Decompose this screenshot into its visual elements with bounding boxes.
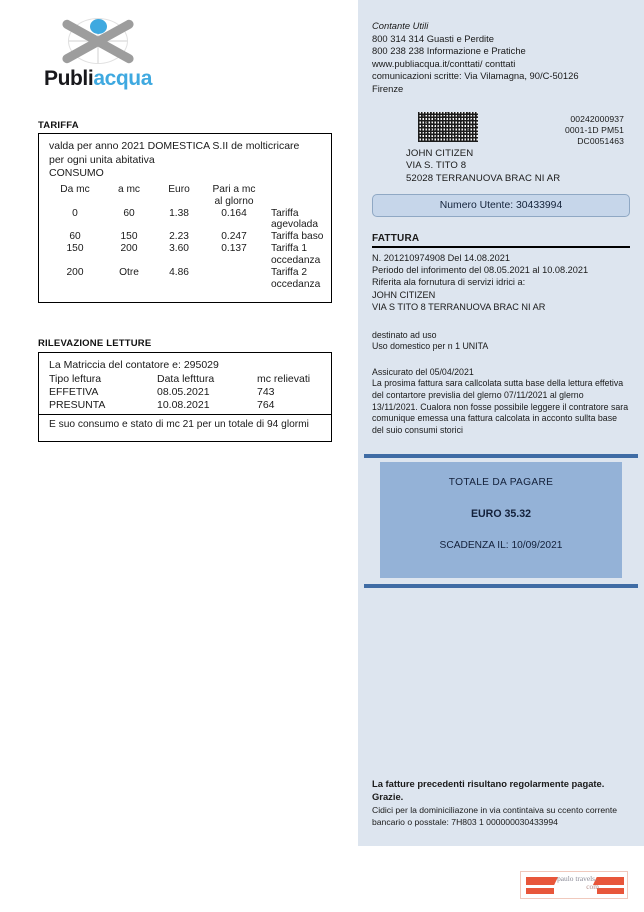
recipient-name: JOHN CITIZEN <box>406 147 474 159</box>
recipient-address <box>406 148 560 186</box>
tariffa-header-desc <box>265 184 331 196</box>
totale-amount: EURO 35.32 <box>470 508 532 521</box>
addressing-block <box>372 112 630 192</box>
previous-invoices-notice: La fatture precedenti risultano regolarmente pagate. Grazie. <box>372 778 605 802</box>
tariffa-cell-euro: 4.86 <box>169 267 189 278</box>
tariffa-cell-desc: Tariffa 1 <box>271 243 308 254</box>
closing-block <box>372 778 630 828</box>
tariffa-cell-da-mc: 0 <box>72 208 78 219</box>
consumption-summary-line: E suo consumo e stato di mc 21 per un totale di 94 glormi <box>49 419 309 430</box>
rilevazione-cell-data: 08.05.2021 <box>157 385 210 398</box>
brand-wordmark <box>38 67 158 91</box>
tariffa-cell-empty <box>203 279 265 291</box>
logo-bar-bottom-left <box>526 888 554 894</box>
logo-bar-bottom-right <box>597 888 624 894</box>
tariffa-cell-da-mc: 150 <box>66 243 84 254</box>
tariffa-cell-a-mc: 60 <box>123 208 135 219</box>
logo-text-line2: travels. <box>575 874 597 883</box>
tariffa-cell-empty <box>39 255 103 267</box>
paulo-travels-logo-icon <box>521 872 627 898</box>
totale-due-date: SCADENZA IL: 10/09/2021 <box>439 540 563 552</box>
tariffa-intro-line-3: CONSUMO <box>49 167 104 179</box>
tariffa-header-a-mc: a mc <box>117 184 141 195</box>
rilevazione-cell-mc: 743 <box>257 385 275 398</box>
tariffa-header-pari-a-mc-sub: al glorno <box>214 196 254 207</box>
rilevazione-table <box>39 372 331 411</box>
tariffa-cell-desc-cont: occedanza <box>271 255 321 266</box>
logo-bar-top-left <box>526 877 558 885</box>
rilevazione-cell-tipo: PRESUNTA <box>49 398 106 411</box>
tariffa-cell-pari <box>203 267 265 279</box>
tariffa-cell-a-mc: Otre <box>119 267 139 278</box>
tariffa-intro-line-1: valda per anno 2021 DOMESTICA S.II de molticricare <box>49 140 300 152</box>
code-line-1: 00242000937 <box>570 113 624 124</box>
next-reading-notice <box>372 367 630 437</box>
right-panel <box>358 0 644 846</box>
tariffa-cell-empty <box>103 279 155 291</box>
table-row-continuation <box>39 279 331 291</box>
tariffa-cell-euro: 2.23 <box>169 231 189 242</box>
rilevazione-header-tipo: Tipo leftura <box>49 372 102 385</box>
rilevazione-section-label: RILEVAZIONE LETTURE <box>38 338 152 349</box>
fattura-service-line: Riferita ala fornutura di servizi idrici a: <box>372 277 526 288</box>
publiacqua-logo <box>38 16 158 88</box>
brand-wordmark-part2: acqua <box>93 67 153 90</box>
customer-number-badge: Numero Utente: 30433994 <box>372 194 630 217</box>
tariffa-header-euro-sub <box>155 196 203 208</box>
fattura-customer-name: JOHN CITIZEN <box>372 289 436 300</box>
fattura-period-line: Periodo del inforimento del 08.05.2021 al 10.08.2021 <box>372 264 589 275</box>
totale-da-pagare-box <box>380 462 622 578</box>
next-reading-paragraph: La prosima fattura sara callcolata sutta base della lettura effetiva del contartore previslia del glerno 07/11/2021 al glerno 13/11/2021. Cualora non fosse possibile leggere il contratore sara comunique emessa una fattura calcolata in acconto sullta base del suio consumi storici <box>372 378 629 435</box>
tariffa-cell-pari: 0.247 <box>221 231 247 242</box>
meter-serial-line: La Matriccia del contatore e: 295029 <box>49 359 219 371</box>
table-row <box>39 385 331 398</box>
tariffa-cell-empty <box>39 279 103 291</box>
datamatrix-barcode-icon <box>418 112 478 142</box>
rilevazione-header-row <box>39 372 331 385</box>
tariffa-cell-a-mc: 200 <box>120 243 138 254</box>
tariffa-table <box>39 184 331 291</box>
totale-title: TOTALE DA PAGARE <box>448 477 554 489</box>
logo-text-line3: com <box>586 881 599 891</box>
table-row <box>39 208 331 231</box>
tariffa-cell-desc-cont: occedanza <box>271 279 321 290</box>
tariffa-cell-euro: 1.38 <box>169 208 189 219</box>
rilevazione-box <box>38 352 332 442</box>
table-row <box>39 243 331 255</box>
code-line-2: 0001-1D PM51 <box>564 124 624 135</box>
tariffa-cell-desc: Tariffa agevolada <box>271 208 319 230</box>
logo-text-line1: paulo <box>557 874 574 883</box>
tariffa-box <box>38 133 332 303</box>
direct-debit-note: Cidici per la dominiciliazone in via contintaiva su ccento corrente bancario o posstale: 7H803 1 000000030433994 <box>372 805 618 827</box>
fattura-details <box>372 252 630 314</box>
tariffa-cell-da-mc: 200 <box>66 267 84 278</box>
tariffa-cell-da-mc: 60 <box>69 231 81 242</box>
fattura-customer-address: VIA S TITO 8 TERRANUOVA BRAC NI AR <box>372 302 546 313</box>
table-row-continuation <box>39 255 331 267</box>
recipient-city: 52028 TERRANUOVA BRAC NI AR <box>406 173 561 185</box>
tariffa-cell-empty <box>203 255 265 267</box>
brand-wordmark-part1: Publi <box>43 67 94 90</box>
paulo-travels-logo-text <box>555 875 599 890</box>
usage-value: Uso domestico per n 1 UNITA <box>372 341 489 352</box>
fattura-number-line: N. 201210974908 Del 14.08.2021 <box>372 252 510 263</box>
table-row <box>39 231 331 243</box>
tariffa-cell-pari: 0.164 <box>221 208 247 219</box>
contacts-block <box>372 0 630 96</box>
contacts-line-city: Firenze <box>372 82 404 94</box>
tariffa-cell-empty <box>103 255 155 267</box>
totale-rule-top <box>364 454 638 458</box>
table-row <box>39 398 331 411</box>
code-line-3: DC0051463 <box>577 136 624 147</box>
rilevazione-cell-tipo: EFFETIVA <box>49 385 99 398</box>
tariffa-header-euro: Euro <box>168 184 190 195</box>
tariffa-cell-a-mc: 150 <box>120 231 138 242</box>
contacts-line-info: 800 238 238 Informazione e Pratiche <box>372 45 526 57</box>
tariffa-header-a-mc-sub <box>103 196 155 208</box>
table-row <box>39 267 331 279</box>
rilevazione-cell-mc: 764 <box>257 398 275 411</box>
tariffa-header-da-mc: Da mc <box>60 184 90 195</box>
tariffa-header-row <box>39 184 331 196</box>
tariffa-intro-line-2: per ogni unita abitativa <box>49 153 155 166</box>
tariffa-header-subrow <box>39 196 331 208</box>
tariffa-cell-desc: Tariffa 2 <box>271 267 308 278</box>
contacts-line-address: comunicazioni scritte: Via Vilamagna, 90/C-50126 <box>372 70 579 82</box>
tariffa-header-desc-sub <box>265 196 331 208</box>
totale-rule-bottom <box>364 584 638 588</box>
rilevazione-cell-data: 10.08.2021 <box>157 398 210 411</box>
tariffa-cell-empty <box>155 255 203 267</box>
usage-label: destinato ad uso <box>372 329 437 340</box>
next-reading-date-line: Assicurato del 05/04/2021 <box>372 366 474 377</box>
tariffa-header-da-mc-sub <box>39 196 103 208</box>
tariffa-cell-empty <box>155 279 203 291</box>
contacts-line-website[interactable]: www.publiacqua.it/conttati/ conttati <box>372 57 516 69</box>
recipient-street: VIA S. TITO 8 <box>406 160 467 172</box>
tariffa-cell-desc: Tariffa baso <box>271 231 324 242</box>
contacts-title: Contante Utili <box>372 20 429 31</box>
paulo-travels-logo <box>520 871 628 899</box>
tariffa-header-pari-a-mc: Pari a mc <box>212 184 256 195</box>
rilevazione-header-data: Data lefttura <box>157 372 215 385</box>
tariffa-section-label: TARIFFA <box>38 120 79 131</box>
rilevazione-header-mc: mc relievati <box>257 372 311 385</box>
codes-block <box>565 114 624 148</box>
usage-block <box>372 330 630 353</box>
tariffa-cell-euro: 3.60 <box>169 243 189 254</box>
fattura-heading: FATTURA <box>372 233 630 248</box>
tariffa-cell-pari: 0.137 <box>221 243 247 254</box>
contacts-line-faults: 800 314 314 Guasti e Perdite <box>372 32 494 44</box>
publiacqua-x-droplet-logo-icon <box>56 16 140 64</box>
